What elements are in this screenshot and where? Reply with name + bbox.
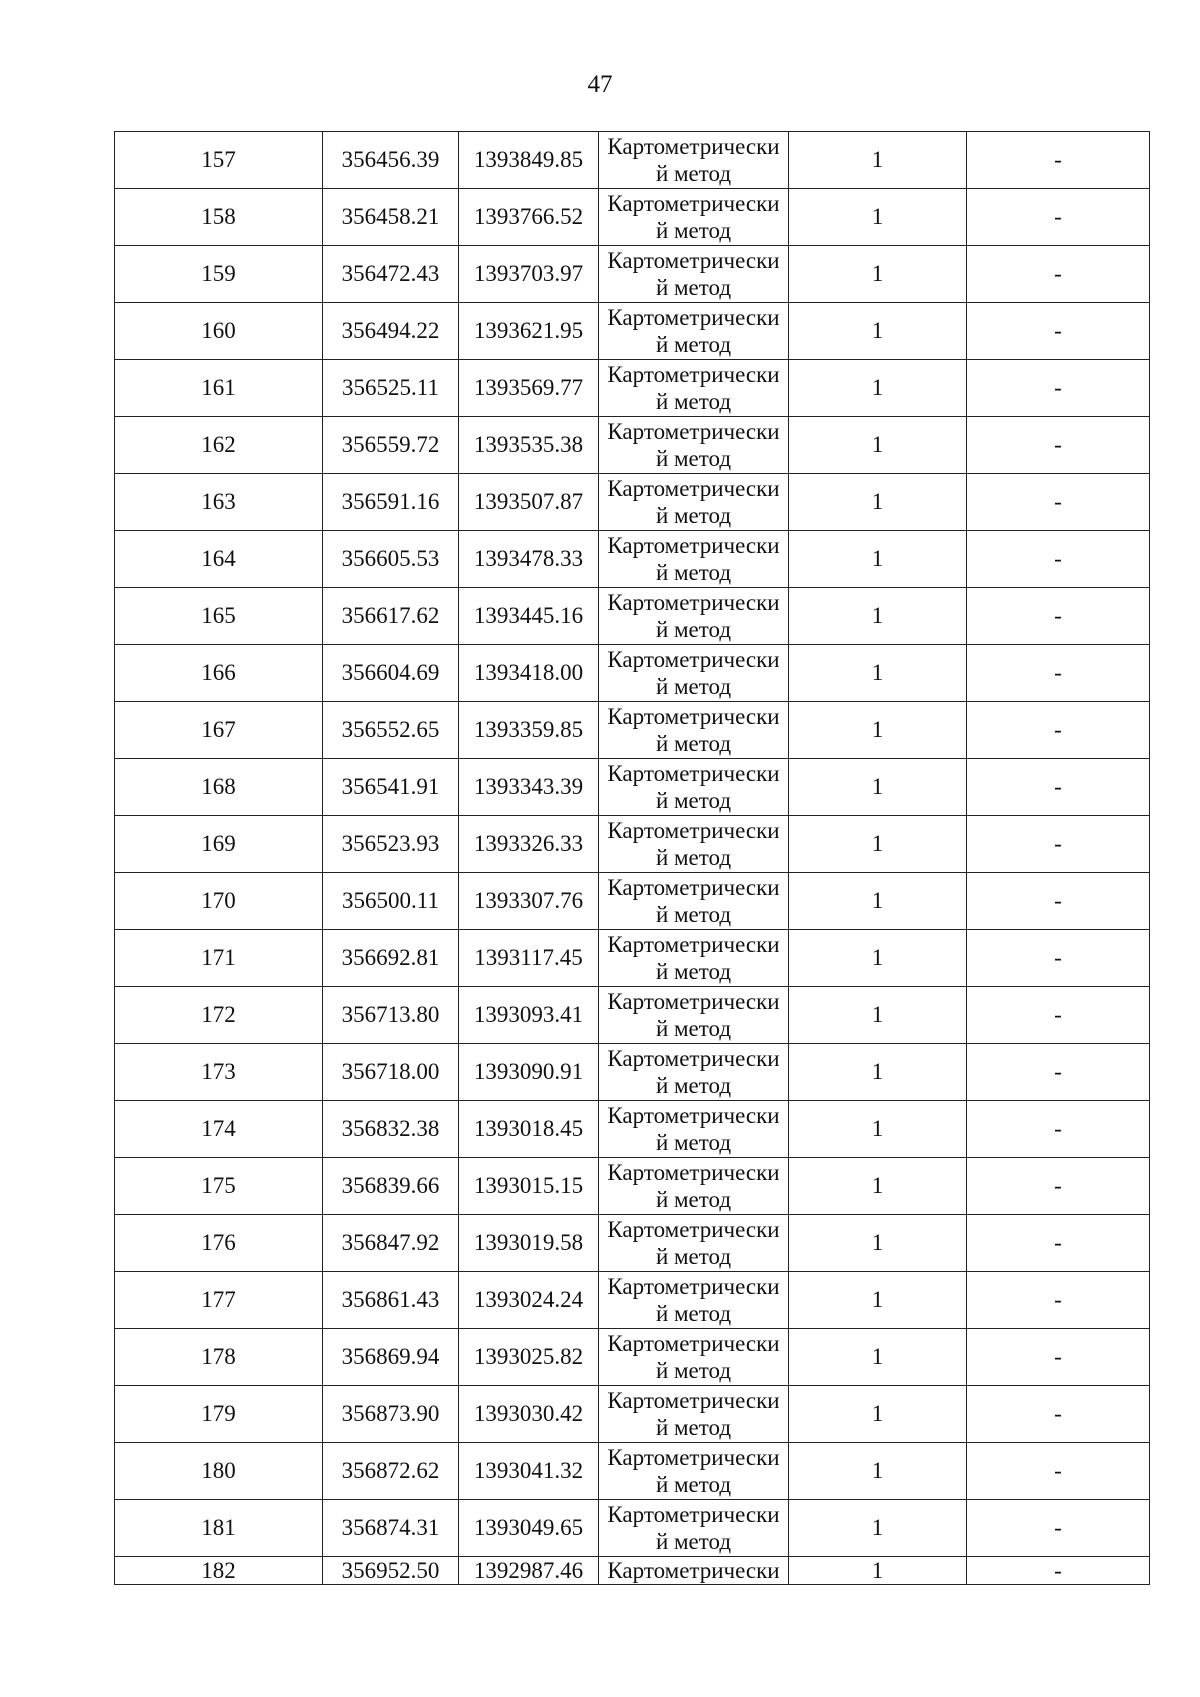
method-line-1: Картометрически <box>607 476 780 501</box>
accuracy-cell: 1 <box>789 1272 967 1329</box>
method-cell <box>599 303 789 360</box>
y-coordinate-cell: 1393049.65 <box>459 1500 599 1557</box>
point-number-cell: 157 <box>115 132 323 189</box>
method-cell <box>599 1158 789 1215</box>
y-coordinate-cell: 1393569.77 <box>459 360 599 417</box>
method-line-1: Картометрически <box>607 647 780 672</box>
method-line-2: й метод <box>655 218 732 243</box>
table-row <box>115 246 1150 303</box>
method-cell <box>599 1386 789 1443</box>
table-row <box>115 873 1150 930</box>
note-cell: - <box>967 360 1150 417</box>
method-line-1: Картометрически <box>607 932 780 957</box>
method-cell <box>599 246 789 303</box>
method-line-1: Картометрически <box>607 704 780 729</box>
accuracy-cell: 1 <box>789 645 967 702</box>
accuracy-cell: 1 <box>789 759 967 816</box>
y-coordinate-cell: 1393041.32 <box>459 1443 599 1500</box>
note-cell: - <box>967 1557 1150 1585</box>
point-number-cell: 165 <box>115 588 323 645</box>
y-coordinate-cell: 1393307.76 <box>459 873 599 930</box>
point-number-cell: 161 <box>115 360 323 417</box>
point-number-cell: 170 <box>115 873 323 930</box>
table-row <box>115 1215 1150 1272</box>
method-line-2: й метод <box>655 1529 732 1554</box>
method-line-1: Картометрически <box>607 1388 780 1413</box>
note-cell: - <box>967 759 1150 816</box>
note-cell: - <box>967 645 1150 702</box>
note-cell: - <box>967 1500 1150 1557</box>
accuracy-cell: 1 <box>789 1044 967 1101</box>
method-cell <box>599 645 789 702</box>
accuracy-cell: 1 <box>789 873 967 930</box>
method-line-2: й метод <box>655 503 732 528</box>
table-row <box>115 702 1150 759</box>
method-line-2: й метод <box>655 275 732 300</box>
method-line-1: Картометрически <box>607 761 780 786</box>
note-cell: - <box>967 1272 1150 1329</box>
accuracy-cell: 1 <box>789 1557 967 1585</box>
y-coordinate-cell: 1393024.24 <box>459 1272 599 1329</box>
method-cell <box>599 1101 789 1158</box>
accuracy-cell: 1 <box>789 930 967 987</box>
x-coordinate-cell: 356713.80 <box>323 987 459 1044</box>
y-coordinate-cell: 1393535.38 <box>459 417 599 474</box>
note-cell: - <box>967 1044 1150 1101</box>
method-cell <box>599 1443 789 1500</box>
table-row <box>115 1329 1150 1386</box>
method-cell <box>599 816 789 873</box>
x-coordinate-cell: 356692.81 <box>323 930 459 987</box>
accuracy-cell: 1 <box>789 816 967 873</box>
note-cell: - <box>967 1329 1150 1386</box>
y-coordinate-cell: 1393019.58 <box>459 1215 599 1272</box>
method-line-2: й метод <box>655 1415 732 1440</box>
y-coordinate-cell: 1393849.85 <box>459 132 599 189</box>
x-coordinate-cell: 356861.43 <box>323 1272 459 1329</box>
accuracy-cell: 1 <box>789 1500 967 1557</box>
note-cell: - <box>967 246 1150 303</box>
method-line-1: Картометрически <box>607 989 780 1014</box>
point-number-cell: 167 <box>115 702 323 759</box>
accuracy-cell: 1 <box>789 702 967 759</box>
accuracy-cell: 1 <box>789 1215 967 1272</box>
note-cell: - <box>967 189 1150 246</box>
table-row <box>115 816 1150 873</box>
table-row <box>115 1158 1150 1215</box>
accuracy-cell: 1 <box>789 1386 967 1443</box>
x-coordinate-cell: 356523.93 <box>323 816 459 873</box>
accuracy-cell: 1 <box>789 189 967 246</box>
note-cell: - <box>967 303 1150 360</box>
accuracy-cell: 1 <box>789 1443 967 1500</box>
method-cell <box>599 417 789 474</box>
y-coordinate-cell: 1393090.91 <box>459 1044 599 1101</box>
y-coordinate-cell: 1393703.97 <box>459 246 599 303</box>
method-cell <box>599 1272 789 1329</box>
point-number-cell: 162 <box>115 417 323 474</box>
method-cell <box>599 930 789 987</box>
x-coordinate-cell: 356458.21 <box>323 189 459 246</box>
table-row <box>115 987 1150 1044</box>
table-row <box>115 303 1150 360</box>
point-number-cell: 181 <box>115 1500 323 1557</box>
y-coordinate-cell: 1393025.82 <box>459 1329 599 1386</box>
x-coordinate-cell: 356500.11 <box>323 873 459 930</box>
method-line-2: й метод <box>655 446 732 471</box>
point-number-cell: 168 <box>115 759 323 816</box>
point-number-cell: 160 <box>115 303 323 360</box>
method-line-2: й метод <box>655 902 732 927</box>
method-cell <box>599 189 789 246</box>
x-coordinate-cell: 356873.90 <box>323 1386 459 1443</box>
method-line-2: й метод <box>655 389 732 414</box>
point-number-cell: 182 <box>115 1557 323 1585</box>
method-line-1: Картометрически <box>607 191 780 216</box>
method-line-2: й метод <box>655 731 732 756</box>
method-line-1: Картометрически <box>607 1331 780 1356</box>
y-coordinate-cell: 1393326.33 <box>459 816 599 873</box>
method-line-2: й метод <box>655 560 732 585</box>
x-coordinate-cell: 356456.39 <box>323 132 459 189</box>
point-number-cell: 178 <box>115 1329 323 1386</box>
y-coordinate-cell: 1393117.45 <box>459 930 599 987</box>
method-line-1: Картометрически <box>607 875 780 900</box>
x-coordinate-cell: 356541.91 <box>323 759 459 816</box>
table-row <box>115 189 1150 246</box>
method-line-1: Картометрически <box>607 590 780 615</box>
note-cell: - <box>967 417 1150 474</box>
table-row <box>115 360 1150 417</box>
method-cell <box>599 132 789 189</box>
point-number-cell: 180 <box>115 1443 323 1500</box>
point-number-cell: 176 <box>115 1215 323 1272</box>
accuracy-cell: 1 <box>789 474 967 531</box>
accuracy-cell: 1 <box>789 987 967 1044</box>
x-coordinate-cell: 356874.31 <box>323 1500 459 1557</box>
y-coordinate-cell: 1393418.00 <box>459 645 599 702</box>
accuracy-cell: 1 <box>789 588 967 645</box>
accuracy-cell: 1 <box>789 1329 967 1386</box>
point-number-cell: 172 <box>115 987 323 1044</box>
y-coordinate-cell: 1393621.95 <box>459 303 599 360</box>
note-cell: - <box>967 1101 1150 1158</box>
note-cell: - <box>967 987 1150 1044</box>
accuracy-cell: 1 <box>789 303 967 360</box>
note-cell: - <box>967 873 1150 930</box>
table-row <box>115 1386 1150 1443</box>
y-coordinate-cell: 1393445.16 <box>459 588 599 645</box>
table-row <box>115 1272 1150 1329</box>
x-coordinate-cell: 356604.69 <box>323 645 459 702</box>
method-line-2: й метод <box>655 845 732 870</box>
method-line-1: Картометрически <box>607 1445 780 1470</box>
x-coordinate-cell: 356847.92 <box>323 1215 459 1272</box>
y-coordinate-cell: 1393030.42 <box>459 1386 599 1443</box>
method-line-2: й метод <box>655 1130 732 1155</box>
y-coordinate-cell: 1393343.39 <box>459 759 599 816</box>
method-cell <box>599 474 789 531</box>
x-coordinate-cell: 356617.62 <box>323 588 459 645</box>
method-line-2: й метод <box>655 1244 732 1269</box>
table-row <box>115 1500 1150 1557</box>
point-number-cell: 177 <box>115 1272 323 1329</box>
y-coordinate-cell: 1393359.85 <box>459 702 599 759</box>
point-number-cell: 173 <box>115 1044 323 1101</box>
x-coordinate-cell: 356952.50 <box>323 1557 459 1585</box>
accuracy-cell: 1 <box>789 246 967 303</box>
note-cell: - <box>967 1386 1150 1443</box>
method-line-2: й метод <box>655 1472 732 1497</box>
method-line-2: й метод <box>655 161 732 186</box>
table-row <box>115 1557 1150 1585</box>
y-coordinate-cell: 1393507.87 <box>459 474 599 531</box>
method-line-1: Картометрически <box>607 305 780 330</box>
method-line-2: й метод <box>655 788 732 813</box>
table-row <box>115 645 1150 702</box>
table-row <box>115 132 1150 189</box>
point-number-cell: 164 <box>115 531 323 588</box>
point-number-cell: 169 <box>115 816 323 873</box>
method-cell <box>599 873 789 930</box>
method-line-1: Картометрически <box>607 1160 780 1185</box>
note-cell: - <box>967 1215 1150 1272</box>
method-line-1: Картометрически <box>607 533 780 558</box>
note-cell: - <box>967 816 1150 873</box>
y-coordinate-cell: 1393018.45 <box>459 1101 599 1158</box>
note-cell: - <box>967 132 1150 189</box>
method-line-2: й метод <box>655 959 732 984</box>
x-coordinate-cell: 356591.16 <box>323 474 459 531</box>
method-cell <box>599 1044 789 1101</box>
method-cell <box>599 1500 789 1557</box>
note-cell: - <box>967 1443 1150 1500</box>
note-cell: - <box>967 930 1150 987</box>
point-number-cell: 159 <box>115 246 323 303</box>
method-line-2: й метод <box>655 1187 732 1212</box>
point-number-cell: 174 <box>115 1101 323 1158</box>
x-coordinate-cell: 356472.43 <box>323 246 459 303</box>
method-line-1: Картометрически <box>607 1558 780 1583</box>
point-number-cell: 171 <box>115 930 323 987</box>
method-line-2: й метод <box>655 1358 732 1383</box>
accuracy-cell: 1 <box>789 1158 967 1215</box>
method-line-1: Картометрически <box>607 134 780 159</box>
method-line-1: Картометрически <box>607 1103 780 1128</box>
method-cell <box>599 1329 789 1386</box>
x-coordinate-cell: 356559.72 <box>323 417 459 474</box>
method-cell <box>599 1215 789 1272</box>
point-number-cell: 163 <box>115 474 323 531</box>
accuracy-cell: 1 <box>789 132 967 189</box>
method-line-1: Картометрически <box>607 818 780 843</box>
method-cell <box>599 531 789 588</box>
x-coordinate-cell: 356552.65 <box>323 702 459 759</box>
y-coordinate-cell: 1393015.15 <box>459 1158 599 1215</box>
point-number-cell: 158 <box>115 189 323 246</box>
x-coordinate-cell: 356839.66 <box>323 1158 459 1215</box>
method-cell <box>599 702 789 759</box>
note-cell: - <box>967 588 1150 645</box>
method-line-1: Картометрически <box>607 248 780 273</box>
accuracy-cell: 1 <box>789 360 967 417</box>
note-cell: - <box>967 702 1150 759</box>
x-coordinate-cell: 356605.53 <box>323 531 459 588</box>
x-coordinate-cell: 356525.11 <box>323 360 459 417</box>
table-row <box>115 1044 1150 1101</box>
table-row <box>115 417 1150 474</box>
method-line-1: Картометрически <box>607 362 780 387</box>
y-coordinate-cell: 1393093.41 <box>459 987 599 1044</box>
x-coordinate-cell: 356872.62 <box>323 1443 459 1500</box>
method-line-2: й метод <box>655 1016 732 1041</box>
coordinates-table-body <box>115 132 1150 1585</box>
y-coordinate-cell: 1393766.52 <box>459 189 599 246</box>
method-line-2: й метод <box>655 674 732 699</box>
note-cell: - <box>967 1158 1150 1215</box>
accuracy-cell: 1 <box>789 417 967 474</box>
method-line-1: Картометрически <box>607 1046 780 1071</box>
point-number-cell: 166 <box>115 645 323 702</box>
method-line-2: й метод <box>655 617 732 642</box>
table-row <box>115 474 1150 531</box>
point-number-cell: 175 <box>115 1158 323 1215</box>
x-coordinate-cell: 356494.22 <box>323 303 459 360</box>
method-line-2: й метод <box>655 1073 732 1098</box>
page-number: 47 <box>587 71 613 98</box>
method-line-2: й метод <box>655 1301 732 1326</box>
point-number-cell: 179 <box>115 1386 323 1443</box>
note-cell: - <box>967 474 1150 531</box>
method-line-1: Картометрически <box>607 1502 780 1527</box>
method-cell <box>599 588 789 645</box>
accuracy-cell: 1 <box>789 1101 967 1158</box>
method-cell <box>599 759 789 816</box>
x-coordinate-cell: 356869.94 <box>323 1329 459 1386</box>
table-row <box>115 531 1150 588</box>
y-coordinate-cell: 1392987.46 <box>459 1557 599 1585</box>
method-line-1: Картометрически <box>607 1217 780 1242</box>
x-coordinate-cell: 356832.38 <box>323 1101 459 1158</box>
note-cell: - <box>967 531 1150 588</box>
table-row <box>115 1101 1150 1158</box>
table-row <box>115 759 1150 816</box>
y-coordinate-cell: 1393478.33 <box>459 531 599 588</box>
method-cell <box>599 360 789 417</box>
method-line-1: Картометрически <box>607 419 780 444</box>
method-line-1: Картометрически <box>607 1274 780 1299</box>
accuracy-cell: 1 <box>789 531 967 588</box>
table-row <box>115 930 1150 987</box>
x-coordinate-cell: 356718.00 <box>323 1044 459 1101</box>
method-cell <box>599 987 789 1044</box>
method-line-2: й метод <box>655 332 732 357</box>
method-cell <box>599 1557 789 1585</box>
table-row <box>115 1443 1150 1500</box>
coordinates-table <box>114 131 1150 1585</box>
table-row <box>115 588 1150 645</box>
